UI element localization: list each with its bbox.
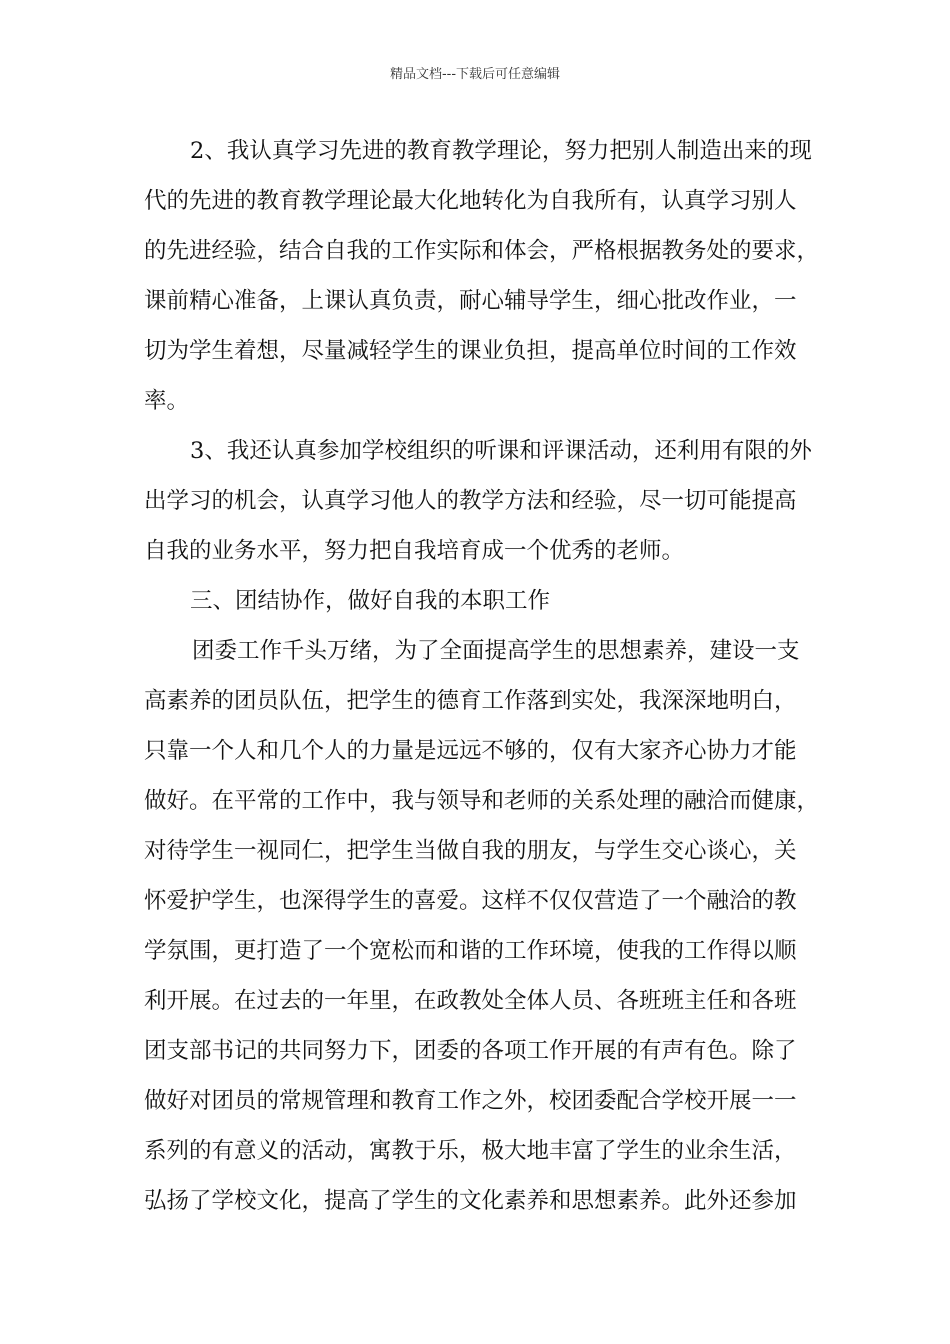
paragraph-line: 率。 (144, 388, 190, 414)
paragraph-line: 高素养的团员队伍，把学生的德育工作落到实处，我深深地明白， (144, 688, 797, 714)
paragraph-line: 弘扬了学校文化，提高了学生的文化素养和思想素养。此外还参加 (144, 1188, 797, 1214)
paragraph-line: 出学习的机会，认真学习他人的教学方法和经验，尽一切可能提高 (144, 488, 797, 514)
paragraph-line: 课前精心准备，上课认真负责，耐心辅导学生，细心批改作业，一 (144, 288, 797, 314)
paragraph-line: 切为学生着想，尽量减轻学生的课业负担，提高单位时间的工作效 (144, 338, 797, 364)
paragraph-line: 代的先进的教育教学理论最大化地转化为自我所有，认真学习别人 (144, 188, 797, 214)
paragraph-line: 学氛围，更打造了一个宽松而和谐的工作环境，使我的工作得以顺 (144, 938, 797, 964)
document-body (144, 126, 824, 1226)
section-heading: 三、团结协作，做好自我的本职工作 (190, 588, 551, 614)
paragraph-line: 只靠一个人和几个人的力量是远远不够的，仅有大家齐心协力才能 (144, 738, 797, 764)
paragraph-line: 做好对团员的常规管理和教育工作之外，校团委配合学校开展一一 (144, 1088, 797, 1114)
paragraph-line: 系列的有意义的活动，寓教于乐，极大地丰富了学生的业余生活， (144, 1138, 797, 1164)
paragraph-line: 对待学生一视同仁，把学生当做自我的朋友，与学生交心谈心，关 (144, 838, 797, 864)
paragraph-line: 团支部书记的共同努力下，团委的各项工作开展的有声有色。除了 (144, 1038, 797, 1064)
paragraph-line: 自我的业务水平，努力把自我培育成一个优秀的老师。 (144, 538, 685, 564)
paragraph-line: 团委工作千头万绪，为了全面提高学生的思想素养，建设一支 (192, 638, 800, 664)
paragraph-line: 的先进经验，结合自我的工作实际和体会，严格根据教务处的要求， (144, 238, 820, 264)
paragraph-line: 利开展。在过去的一年里，在政教处全体人员、各班班主任和各班 (144, 988, 797, 1014)
page-header: 精品文档---下载后可任意编辑 (389, 67, 561, 82)
paragraph-line: 怀爱护学生，也深得学生的喜爱。这样不仅仅营造了一个融洽的教 (144, 888, 797, 914)
paragraph-line: 3、我还认真参加学校组织的听课和评课活动，还利用有限的外 (190, 438, 812, 464)
paragraph-line: 做好。在平常的工作中，我与领导和老师的关系处理的融洽而健康， (144, 788, 820, 814)
paragraph-line: 2、我认真学习先进的教育教学理论，努力把别人制造出来的现 (190, 138, 812, 164)
